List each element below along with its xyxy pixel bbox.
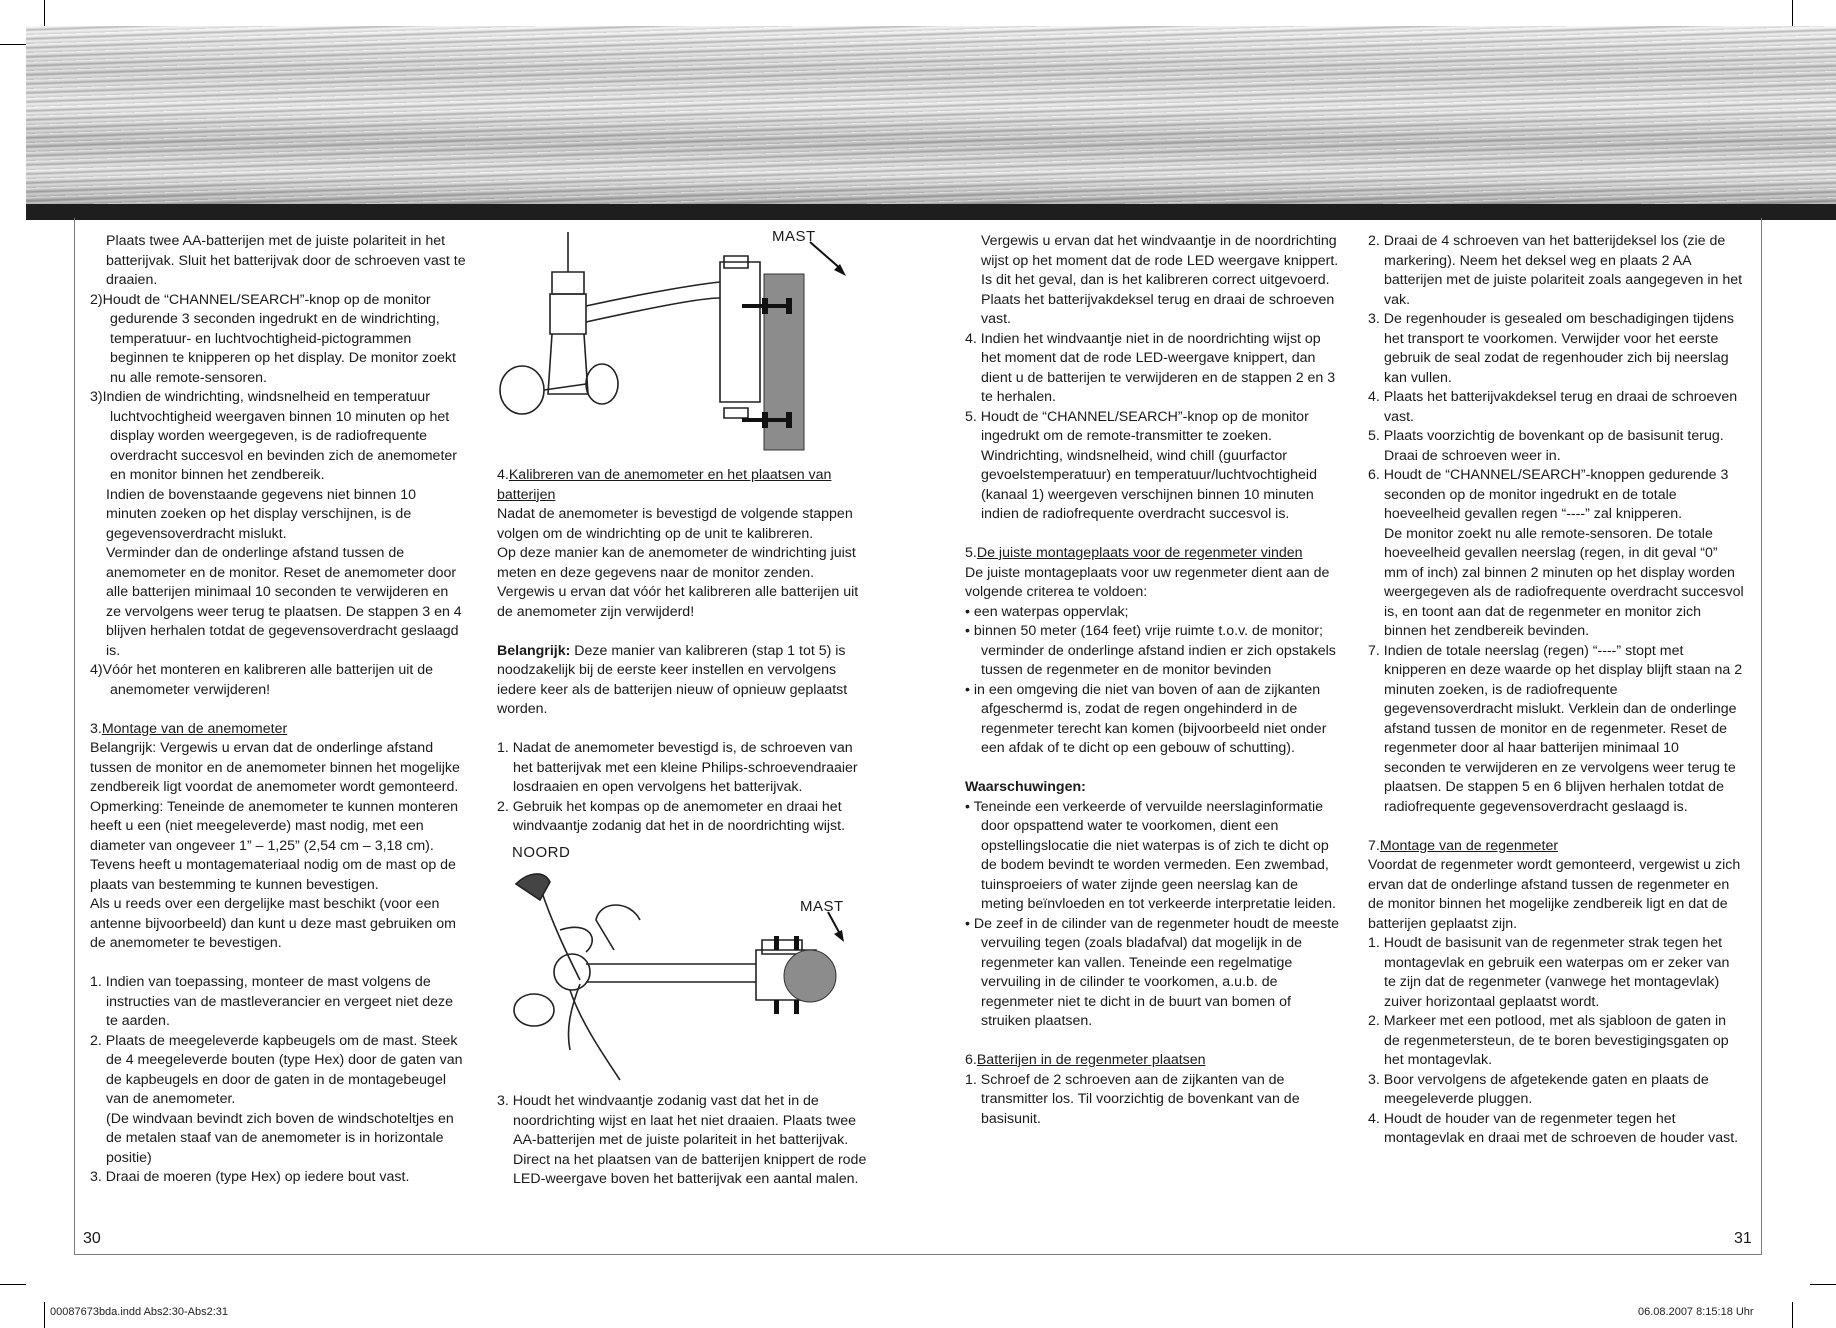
paragraph: Op deze manier kan de anemometer de windrichting juist meten en deze gegevens naar de monitor zenden.	[497, 545, 856, 581]
column-2-bottom	[497, 1092, 873, 1190]
crop-mark	[44, 0, 45, 26]
crop-mark	[0, 1284, 26, 1285]
list-item: 3. Boor vervolgens de afgetekende gaten en plaats de meegeleverde pluggen.	[1368, 1071, 1709, 1107]
list-item: 2. Plaats de meegeleverde kapbeugels om de mast. Steek de 4 meegeleverde bouten (type Hex) door de gaten van de kapbeugels en door de gaten in de montagebeugel van de anemometer.	[90, 1032, 463, 1107]
bullet-item: • Teneinde een verkeerde of vervuilde neerslaginformatie door opspattend water te voorkomen, dient een opstellingslocatie die niet waterpas is of zich te dicht op de bodem bevindt te worden vermeden. Een zwembad, tuinsproeiers of water zijnde geen neerslag kan de meting beïnvloeden en tot verkeerde interpretatie leiden.	[965, 798, 1336, 912]
figure-label-mast-1: MAST	[772, 228, 816, 245]
column-2-top	[497, 466, 873, 837]
list-item: 1. Houdt de basisunit van de regenmeter strak tegen het montagevlak en gebruik een waterpas om er zeker van te zijn dat de regenmeter (vanwege het montagevlak) zuiver horizontaal geplaatst wordt.	[1368, 935, 1730, 1010]
paragraph: Belangrijk: Deze manier van kalibreren (stap 1 tot 5) is noodzakelijk bij de eerste keer instellen en vervolgens iedere keer als de batterijen nieuw of opnieuw geplaatst worden.	[497, 642, 848, 717]
list-item: 2. Draai de 4 schroeven van het batterijdeksel los (zie de markering). Neem het deksel weg en plaats 2 AA batterijen met de juiste polariteit zoals aangegeven in het vak.	[1368, 233, 1743, 308]
paragraph: Nadat de anemometer is bevestigd de volgende stappen volgen om de windrichting op de unit te kalibreren.	[497, 506, 853, 542]
page-number-right: 31	[1734, 1230, 1752, 1247]
bullet-item: • in een omgeving die niet van boven of aan de zijkanten afgeschermd is, zodat de regen ongehinderd in de regenmeter terecht kan komen (bijvoorbeeld niet onder een afdak of te dicht op een gebouw of schutting).	[965, 681, 1327, 756]
list-item: 3)Indien de windrichting, windsnelheid en temperatuur luchtvochtigheid weergaven binnen 10 minuten op het display worden weergegeven, is de radiofrequente overdracht succesvol en bevinden zich de anemometer en monitor binnen het zendbereik.	[90, 389, 457, 483]
crop-mark	[1792, 0, 1793, 26]
paragraph: Belangrijk: Vergewis u ervan dat de onderlinge afstand tussen de monitor en de anemometer binnen het mogelijke zendbereik ligt voordat de anemometer wordt gemonteerd.	[90, 740, 460, 795]
warnings-heading: Waarschuwingen:	[965, 779, 1086, 795]
paragraph: Voordat de regenmeter wordt gemonteerd, vergewist u zich ervan dat de onderlinge afstand tussen de regenmeter en de monitor binnen het mogelijke zendbereik ligt en dat de batterijen geplaatst zijn.	[1368, 857, 1741, 932]
section-heading-4: 4.Kalibreren van de anemometer en het plaatsen van batterijen	[497, 467, 832, 503]
paragraph: Indien de bovenstaande gegevens niet binnen 10 minuten zoeken op het display verschijnen, is de gegevensoverdracht mislukt.	[106, 486, 417, 542]
paragraph: De monitor zoekt nu alle remote-sensoren. De totale hoeveelheid gevallen neerslag (regen, in dit geval “0” mm of inch) zal binnen 2 minuten op het display worden weergegeven als de radiofrequente overdracht succesvol is, en toont aan dat de regenmeter en monitor zich binnen het zendbereik bevinden.	[1384, 525, 1744, 639]
list-item: 6. Houdt de “CHANNEL/SEARCH”-knoppen gedurende 3 seconden op de monitor ingedrukt en de totale hoeveelheid gevallen regen “----” zal knipperen.	[1368, 467, 1729, 522]
slug-right: 06.08.2007 8:15:18 Uhr	[1638, 1306, 1754, 1318]
list-item: 3. De regenhouder is gesealed om beschadigingen tijdens het transport te voorkomen. Verwijder voor het eerste gebruik de seal zodat de regenhouder zich bij neerslag kan vullen.	[1368, 311, 1734, 386]
paragraph: Plaats twee AA-batterijen met de juiste polariteit in het batterijvak. Sluit het batterijvak door de schroeven vast te draaien.	[106, 233, 466, 288]
list-item: 3. Houdt het windvaantje zodanig vast dat het in de noordrichting wijst en laat het niet draaien. Plaats twee AA-batterijen met de juiste polariteit in het batterijvak. Direct na het plaatsen van de batterijen knippert de rode LED-weergave boven het batterijvak een aantal malen.	[497, 1093, 867, 1187]
slug-left: 00087673bda.indd Abs2:30-Abs2:31	[50, 1306, 228, 1318]
list-item: 2)Houdt de “CHANNEL/SEARCH”-knop op de monitor gedurende 3 seconden ingedrukt en de windrichting, temperatuur- en luchtvochtigheid-pictogrammen beginnen te knipperen op het display. De monitor zoekt nu alle remote-sensoren.	[90, 291, 456, 386]
list-item: 2. Markeer met een potlood, met als sjabloon de gaten in de regenmetersteun, de te boren bevestigingsgaten op het montagevlak.	[1368, 1013, 1729, 1068]
list-item: 7. Indien de totale neerslag (regen) “----” stopt met knipperen en deze waarde op het display blijft staan na 2 minuten zoeken, is de radiofrequente gegevensoverdracht mislukt. Verklein dan de onderlinge afstand tussen de monitor en de regenmeter. Reset de regenmeter door al haar batterijen minimaal 10 seconden te verwijderen en ze vervolgens weer terug te plaatsen. De stappen 5 en 6 blijven herhalen totdat de radiofrequente gegevensoverdracht geslaagd is.	[1368, 642, 1743, 815]
header-metal-band	[26, 26, 1836, 204]
section-heading-7: 7.Montage van de regenmeter	[1368, 837, 1559, 854]
paragraph: Vergewis u ervan dat vóór het kalibreren alle batterijen uit de anemometer zijn verwijderd!	[497, 584, 859, 620]
figure-label-noord: NOORD	[512, 844, 571, 861]
paragraph: Vergewis u ervan dat het windvaantje in de noordrichting wijst op het moment dat de rode LED weergave knippert. Is dit het geval, dan is het kalibreren correct uitgevoerd. Plaats het batterijvakdeksel terug en draai de schroeven vast.	[981, 233, 1339, 327]
paragraph: (De windvaan bevindt zich boven de windschoteltjes en de metalen staaf van de anemometer is in horizontale positie)	[106, 1110, 454, 1166]
paragraph: Opmerking: Teneinde de anemometer te kunnen monteren heeft u een (niet meegeleverde) mast nodig, met een diameter van ongeveer 1” – 1,25” (2,54 cm – 3,18 cm). Tevens heeft u montagemateriaal nodig om de mast op de plaats van bestemming te kunnen bevestigen.	[90, 798, 459, 893]
paragraph: Als u reeds over een dergelijke mast beschikt (voor een antenne bijvoorbeeld) dan kunt u deze mast gebruiken om de anemometer te bevestigen.	[90, 896, 456, 951]
list-item: 2. Gebruik het kompas op de anemometer en draai het windvaantje zodanig dat het in de noordrichting wijst.	[497, 798, 846, 834]
bullet-item: • binnen 50 meter (164 feet) vrije ruimte t.o.v. de monitor; verminder de onderlinge afstand indien er zich opstakels tussen de regenmeter en de monitor bevinden	[965, 623, 1336, 678]
list-item: 1. Nadat de anemometer bevestigd is, de schroeven van het batterijvak met een kleine Philips-schroevendraaier losdraaien en open vervolgens het batterijvak.	[497, 740, 858, 795]
section-heading-3: 3.Montage van de anemometer	[90, 720, 288, 737]
section-heading-6: 6.Batterijen in de regenmeter plaatsen	[965, 1052, 1206, 1068]
list-item: 4. Plaats het batterijvakdeksel terug en draai de schroeven vast.	[1368, 389, 1738, 425]
column-4	[1368, 232, 1744, 1149]
crop-mark	[1810, 1284, 1836, 1285]
bullet-item: • De zeef in de cilinder van de regenmeter houdt de meeste vervuiling tegen (zoals bladafval) dat mogelijk in de regenmeter kan vallen. Teneinde een regelmatige vervuiling in de cilinder te voorkomen, a.u.b. de regenmeter niet te dicht in de buurt van bomen of struiken plaatsen.	[965, 915, 1340, 1029]
anemometer-compass-figure	[510, 860, 890, 1100]
list-item: 5. Houdt de “CHANNEL/SEARCH”-knop op de monitor ingedrukt om de remote-transmitter te zoeken. Windrichting, windsnelheid, wind chill (guurfactor gevoelstemperatuur) en temperatuur/luchtvochtigheid (kanaal 1) weergeven verschijnen binnen 10 minuten indien de radiofrequente overdracht succesvol is.	[965, 408, 1317, 522]
crop-mark	[44, 1302, 45, 1328]
paragraph: De juiste montageplaats voor uw regenmeter dient aan de volgende criterea te voldoen:	[965, 564, 1330, 600]
list-item: 5. Plaats voorzichtig de bovenkant op de basisunit terug. Draai de schroeven weer in.	[1368, 428, 1724, 464]
list-item: 4. Indien het windvaantje niet in de noordrichting wijst op het moment dat de rode LED-weergave knippert, dan dient u de batterijen te verwijderen en de stappen 2 en 3 te herhalen.	[965, 330, 1336, 405]
crop-mark	[0, 44, 26, 45]
figure-label-mast-2: MAST	[800, 898, 844, 915]
paragraph: Verminder dan de onderlinge afstand tussen de anemometer en de monitor. Reset de anemometer door alle batterijen minimaal 10 seconden te verwijderen en ze vervolgens weer terug te plaatsen. De stappen 3 en 4 blijven herhalen totdat de gegevensoverdracht geslaagd is.	[106, 545, 462, 659]
page-number-left: 30	[83, 1230, 101, 1247]
list-item: 1. Schroef de 2 schroeven aan de zijkanten van de transmitter los. Til voorzichtig de bovenkant van de basisunit.	[965, 1071, 1300, 1127]
crop-mark	[1792, 1302, 1793, 1328]
list-item: 3. Draai de moeren (type Hex) op iedere bout vast.	[90, 1169, 410, 1185]
list-item: 4)Vóór het monteren en kalibreren alle batterijen uit de anemometer verwijderen!	[90, 662, 434, 698]
column-3	[965, 232, 1341, 1129]
list-item: 1. Indien van toepassing, monteer de mast volgens de instructies van de mastleverancier en vergeet niet deze te aarden.	[90, 974, 453, 1029]
list-item: 4. Houdt de houder van de regenmeter tegen het montagevlak en draai met de schroeven de houder vast.	[1368, 1110, 1739, 1146]
bullet-item: • een waterpas oppervlak;	[965, 603, 1129, 620]
column-1	[90, 232, 466, 1188]
anemometer-mast-figure	[480, 222, 880, 462]
section-heading-5: 5.De juiste montageplaats voor de regenmeter vinden	[965, 545, 1303, 561]
